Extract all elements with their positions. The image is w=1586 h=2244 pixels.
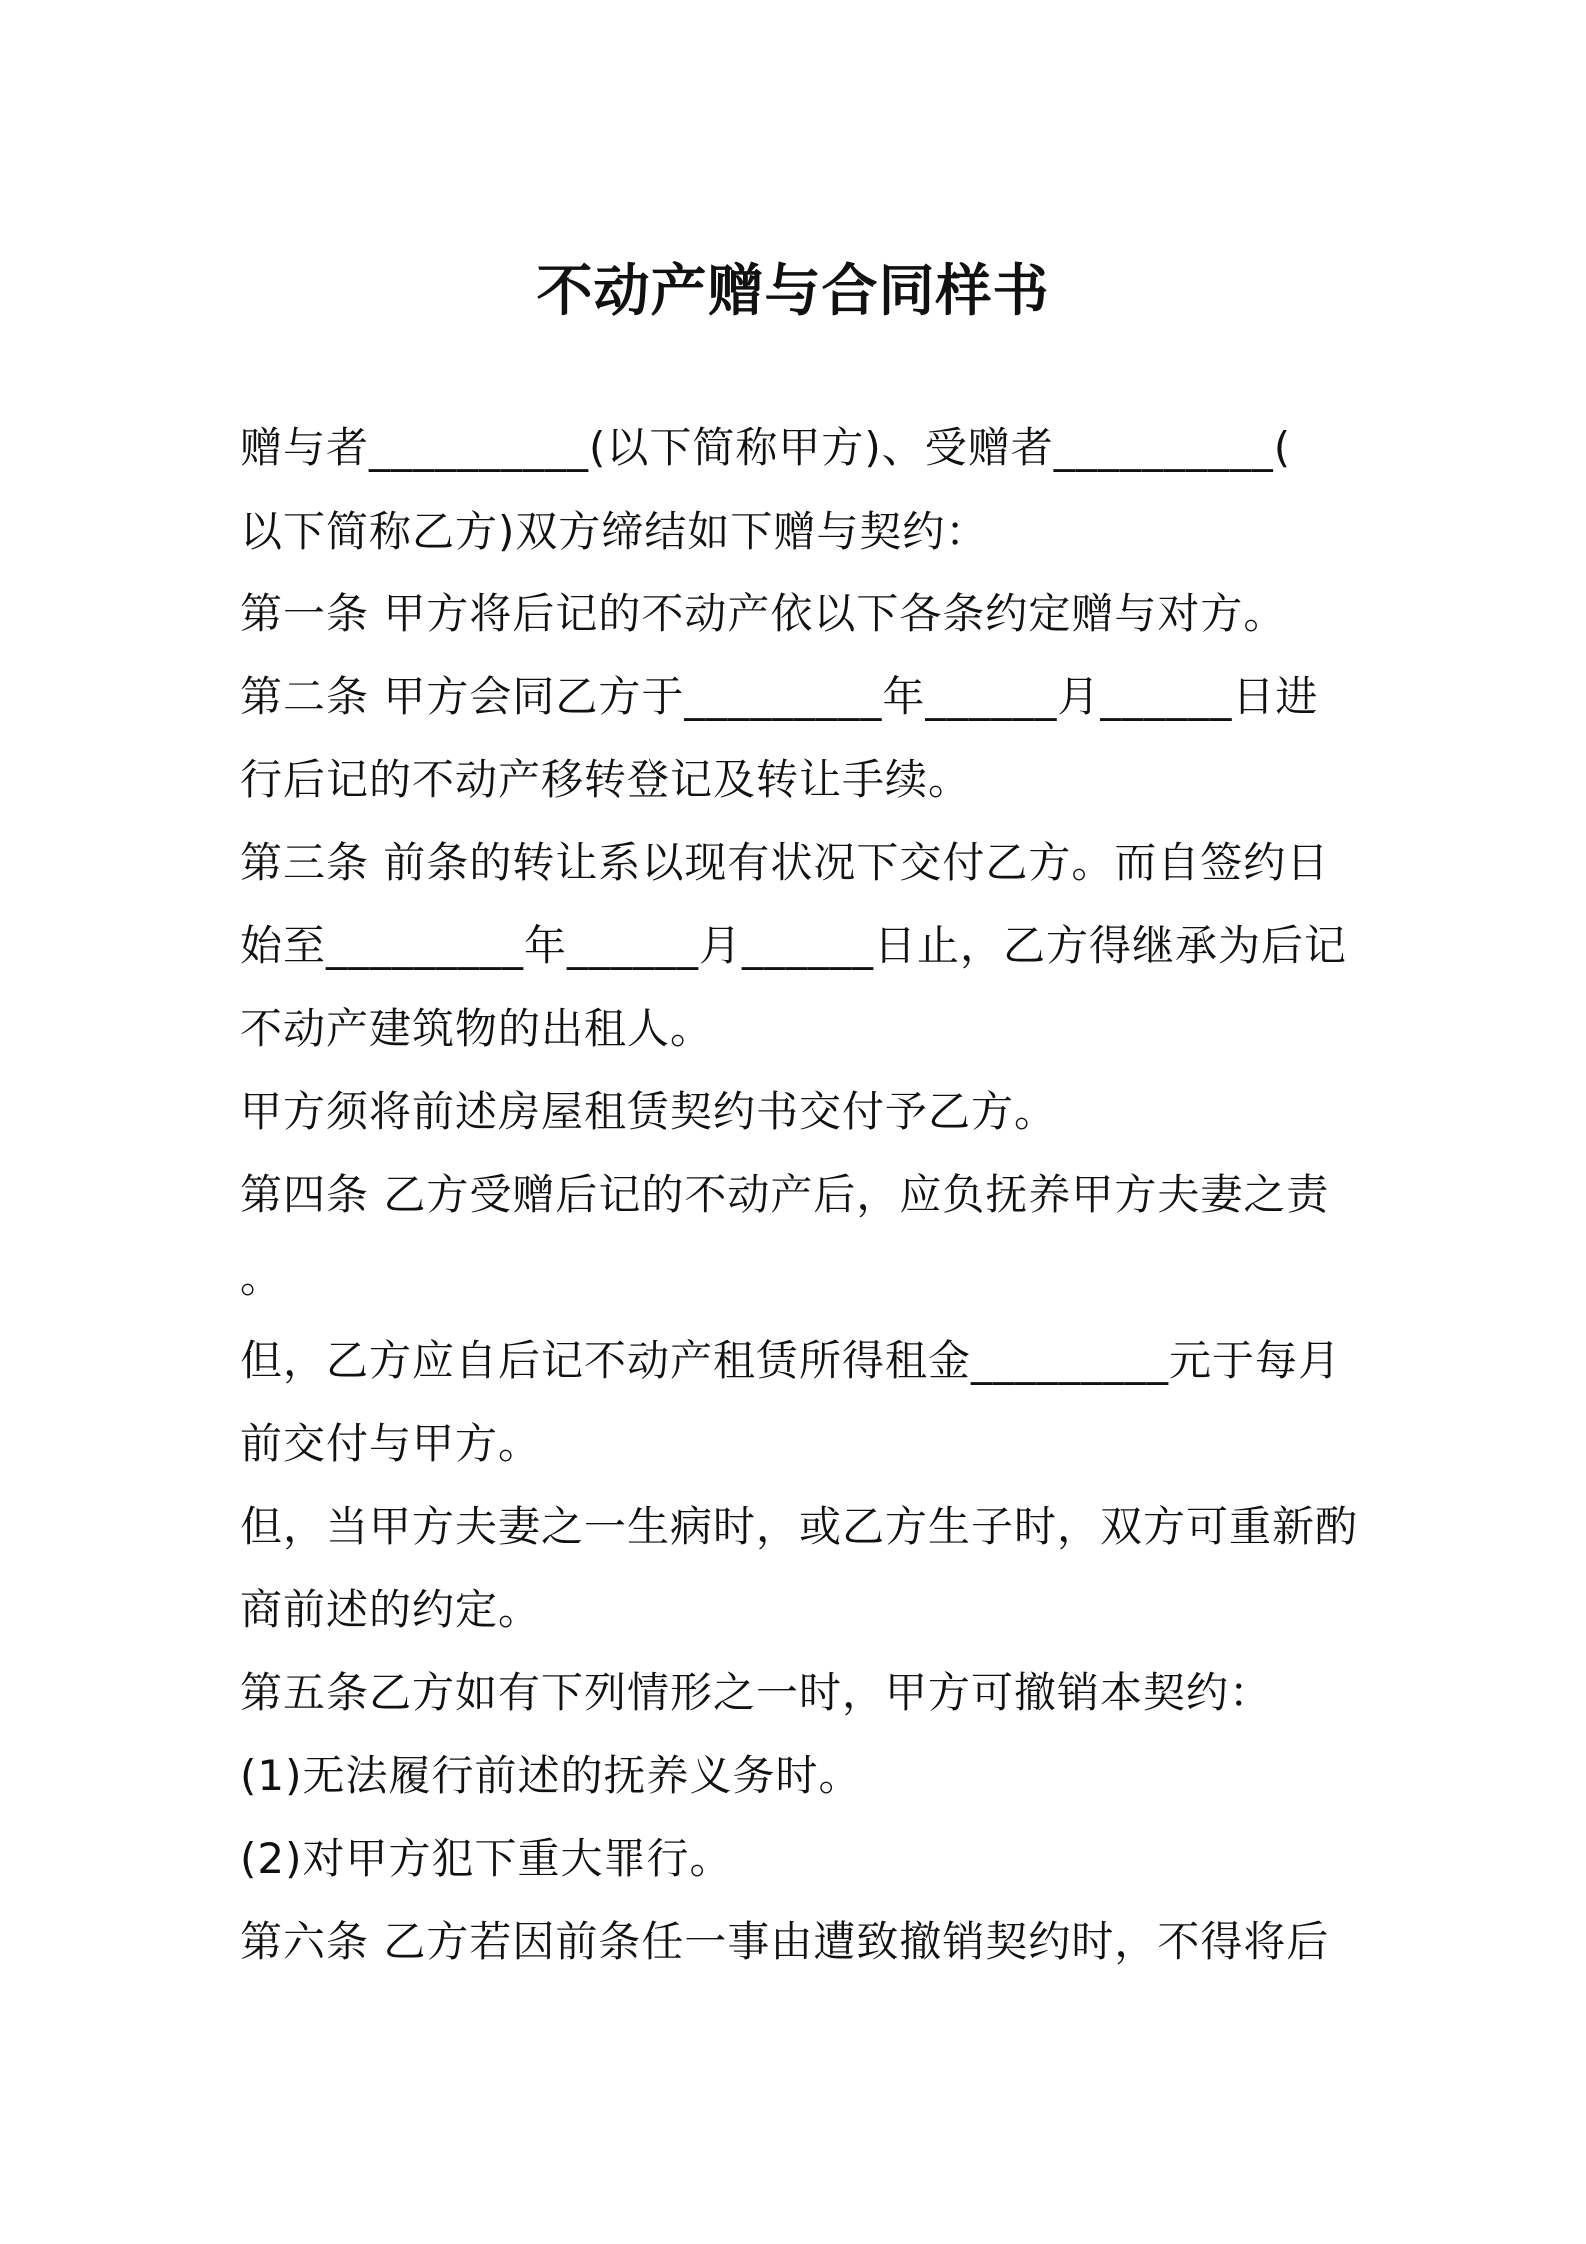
paragraph-line: 。 — [240, 1253, 284, 1302]
paragraph-line: 始至_________年______月______日止，乙方得继承为后记 — [240, 921, 1348, 970]
paragraph-line: (1)无法履行前述的抚养义务时。 — [240, 1751, 862, 1800]
paragraph-line: 前交付与甲方。 — [240, 1419, 542, 1468]
document-title: 不动产赠与合同样书 — [536, 259, 1050, 324]
paragraph-line: 第四条 乙方受赠后记的不动产后，应负抚养甲方夫妻之责 — [240, 1170, 1330, 1219]
paragraph-line: 第三条 前条的转让系以现有状况下交付乙方。而自签约日 — [240, 838, 1330, 887]
paragraph-line: 以下简称乙方)双方缔结如下赠与契约： — [240, 507, 989, 556]
paragraph-line: 赠与者__________(以下简称甲方)、受赠者__________( — [240, 423, 1292, 472]
paragraph-line: (2)对甲方犯下重大罪行。 — [240, 1834, 733, 1883]
paragraph-line: 甲方须将前述房屋租赁契约书交付予乙方。 — [240, 1087, 1058, 1136]
paragraph-line: 但，乙方应自后记不动产租赁所得租金_________元于每月 — [240, 1336, 1342, 1385]
paragraph-line: 第五条乙方如有下列情形之一时，甲方可撤销本契约： — [240, 1668, 1273, 1717]
paragraph-line: 不动产建筑物的出租人。 — [240, 1004, 714, 1053]
paragraph-line: 第六条 乙方若因前条任一事由遭致撤销契约时，不得将后 — [240, 1917, 1330, 1966]
paragraph-line: 第二条 甲方会同乙方于_________年______月______日进 — [240, 672, 1319, 721]
paragraph-line: 商前述的约定。 — [240, 1585, 542, 1634]
paragraph-line: 第一条 甲方将后记的不动产依以下各条约定赠与对方。 — [240, 589, 1287, 638]
paragraph-line: 行后记的不动产移转登记及转让手续。 — [240, 755, 972, 804]
paragraph-line: 但，当甲方夫妻之一生病时，或乙方生子时，双方可重新酌 — [240, 1502, 1359, 1551]
